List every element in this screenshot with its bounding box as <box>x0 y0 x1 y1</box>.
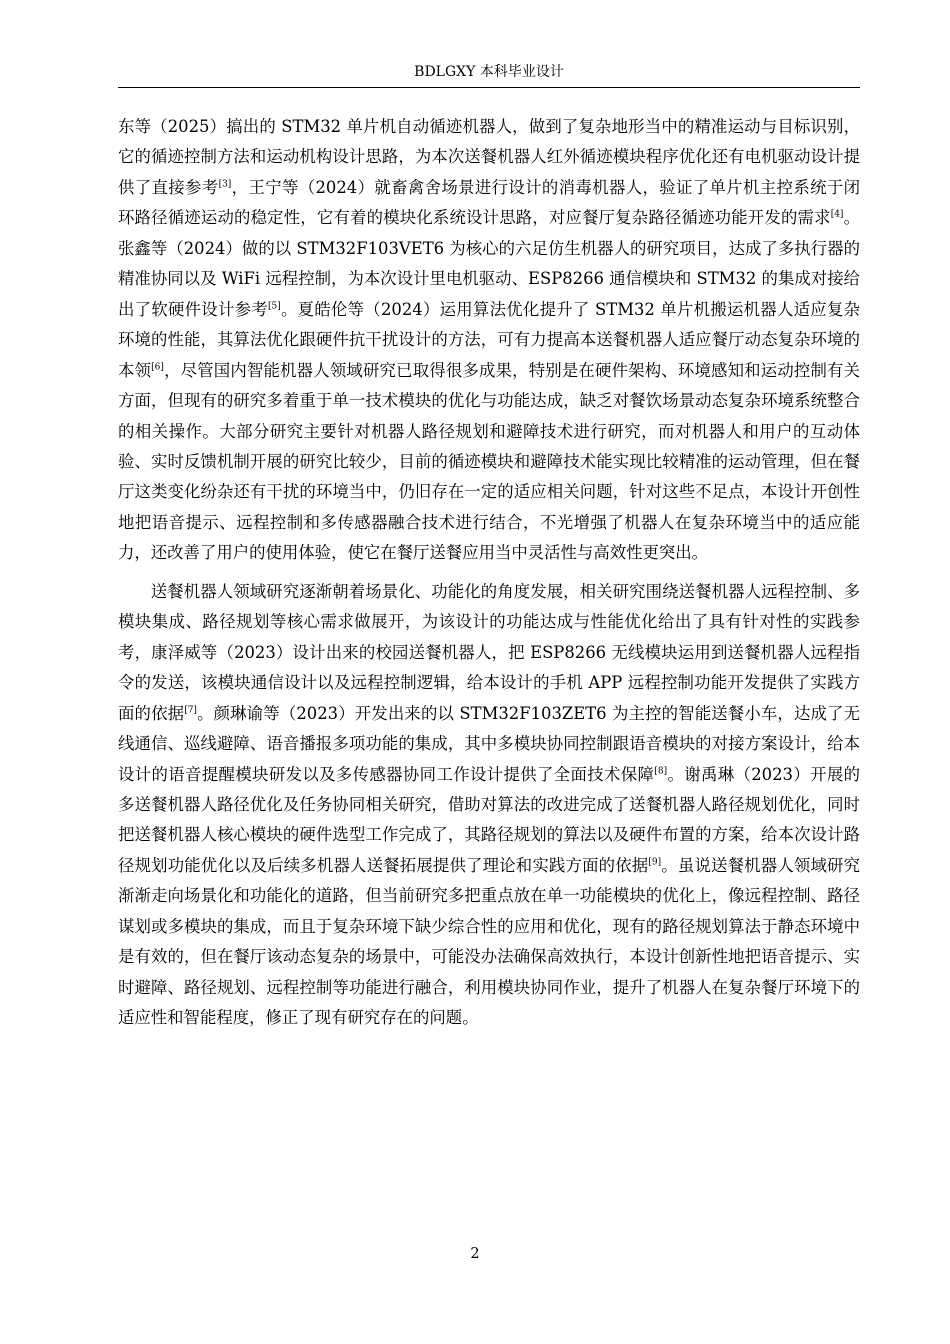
citation-ref: [7] <box>184 705 197 716</box>
page-header <box>118 62 860 88</box>
paragraph <box>118 112 860 569</box>
text-run: 送餐机器人领域研究逐渐朝着场景化、功能化的角度发展，相关研究围绕送餐机器人远程控制、多模块集成、路径规划等核心需求做展开，为该设计的功能达成与性能优化给出了具有针对性的实践参考，康泽威等（2023）设计出来的校园送餐机器人，把 ESP8266 无线模块运用到送餐机器人远程指令的发送，该模块通信设计以及远程控制逻辑，给本设计的手机 APP 远程控制功能开发提供了实践方面的依据 <box>118 581 860 723</box>
header-rule <box>118 87 860 88</box>
text-run: ，王宁等（2024）就畜禽舍场景进行设计的消毒机器人，验证了单片机主控系统于闭环路径循迹运动的稳定性，它有着的模块化系统设计思路，对应餐厅复杂路径循迹功能开发的需求 <box>118 177 860 228</box>
citation-ref: [6] <box>151 362 164 373</box>
citation-ref: [3] <box>218 179 232 190</box>
page-number: 2 <box>470 1246 480 1262</box>
citation-ref: [8] <box>654 766 668 777</box>
text-run: 。张鑫等（2024）做的以 STM32F103VET6 为核心的六足仿生机器人的研究项目，达成了多执行器的精准协同以及 WiFi 远程控制，为本次设计里电机驱动、ESP8266 通信模块和 STM32 的集成对接给出了软硬件设计参考 <box>118 208 861 319</box>
body-text <box>118 112 860 1034</box>
text-run: ，尽管国内智能机器人领域研究已取得很多成果，特别是在硬件架构、环境感知和运动控制有关方面，但现有的研究多着重于单一技术模块的优化与功能达成，缺乏对餐饮场景动态复杂环境系统整合的相关操作。大部分研究主要针对机器人路径规划和避障技术进行研究，而对机器人和用户的互动体验、实时反馈机制开展的研究比较少，目前的循迹模块和避障技术能实现比较精准的运动管理，但在餐厅这类变化纷杂还有干扰的环境当中，仍旧存在一定的适应相关问题，针对这些不足点，本设计开创性地把语音提示、远程控制和多传感器融合技术进行结合，不光增强了机器人在复杂环境当中的适应能力，还改善了用户的使用体验，使它在餐厅送餐应用当中灵活性与高效性更突出。 <box>118 360 861 563</box>
paragraph <box>118 577 860 1034</box>
text-run: 。谢禹琳（2023）开展的多送餐机器人路径优化及任务协同相关研究，借助对算法的改进完成了送餐机器人路径规划优化，同时把送餐机器人核心模块的硬件选型工作完成了，其路径规划的算法以及硬件布置的方案，给本次设计路径规划功能优化以及后续多机器人送餐拓展提供了理论和实践方面的依据 <box>118 764 861 875</box>
citation-ref: [4] <box>830 209 844 220</box>
text-run: 东等（2025）搞出的 STM32 单片机自动循迹机器人，做到了复杂地形当中的精准运动与目标识别，它的循迹控制方法和运动机构设计思路，为本次送餐机器人红外循迹模块程序优化还有电机驱动设计提供了直接参考 <box>118 117 860 197</box>
text-run: 。颜琳谕等（2023）开发出来的以 STM32F103ZET6 为主控的智能送餐小车，达成了无线通信、巡线避障、语音播报多项功能的集成，其中多模块协同控制跟语音模块的对接方案设计，给本设计的语音提醒模块研发以及多传感器协同工作设计提供了全面技术保障 <box>118 703 860 784</box>
text-run: 。虽说送餐机器人领域研究渐渐走向场景化和功能化的道路，但当前研究多把重点放在单一功能模块的优化上，像远程控制、路径谋划或多模块的集成，而且于复杂环境下缺少综合性的应用和优化，现有的路径规划算法于静态环境中是有效的，但在餐厅该动态复杂的场景中，可能没办法确保高效执行，本设计创新性地把语音提示、实时避障、路径规划、远程控制等功能进行融合，利用模块协同作业，提升了机器人在复杂餐厅环境下的适应性和智能程度，修正了现有研究存在的问题。 <box>118 855 861 1028</box>
citation-ref: [9] <box>648 857 662 868</box>
citation-ref: [5] <box>267 301 281 312</box>
text-run: 。夏皓伦等（2024）运用算法优化提升了 STM32 单片机搬运机器人适应复杂环境的性能，其算法优化跟硬件抗干扰设计的方法，可有力提高本送餐机器人适应餐厅动态复杂环境的本领 <box>118 299 861 380</box>
header-title: BDLGXY 本科毕业设计 <box>414 64 564 80</box>
